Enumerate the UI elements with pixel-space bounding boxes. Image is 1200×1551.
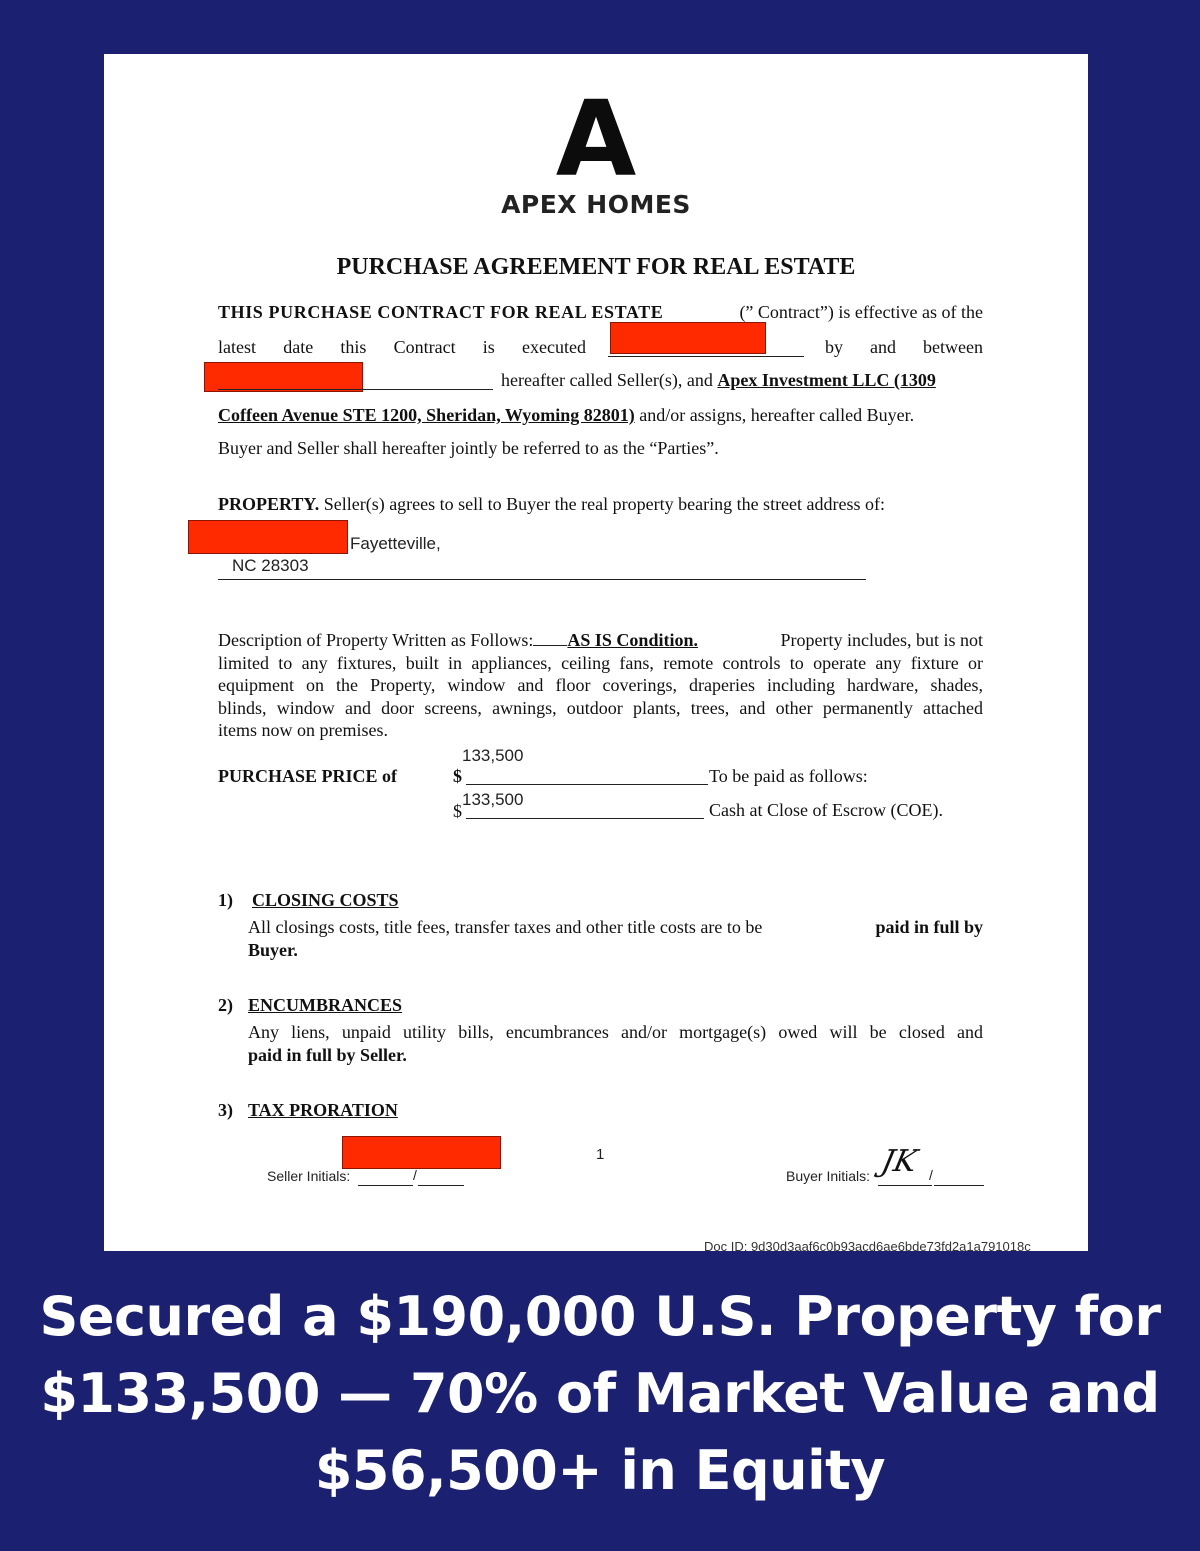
caption-line-2: $133,500 — 70% of Market Value and (40, 1362, 1160, 1425)
property-state-zip: NC 28303 (232, 556, 309, 575)
purchase-price-blank (466, 766, 708, 785)
section-1-number: 1) (218, 890, 233, 910)
seller-initials-blank-2 (418, 1168, 464, 1186)
intro-word: latest (218, 337, 256, 357)
property-line: PROPERTY. Seller(s) agrees to sell to Buyer the real property bearing the street address of: (218, 494, 886, 514)
redaction-seller-initials (342, 1136, 501, 1169)
section-2-line-2: paid in full by Seller. (248, 1045, 407, 1065)
caption-line-1: Secured a $190,000 U.S. Property for (39, 1285, 1161, 1348)
seller-initials-label: Seller Initials: (267, 1168, 351, 1184)
buyer-initials-label: Buyer Initials: (786, 1168, 871, 1184)
as-is-condition: AS IS Condition. (567, 630, 698, 650)
buyer-initials-blank-2 (934, 1168, 984, 1186)
cash-amount-blank (466, 800, 704, 819)
intro-word: this (340, 337, 367, 357)
seller-initials-blank-1 (358, 1168, 413, 1186)
apex-logo-name: APEX HOMES (501, 190, 691, 219)
redaction-street-address (188, 520, 348, 554)
section-2-line-1: Any liens, unpaid utility bills, encumbrances and/or mortgage(s) owed will be closed and (248, 1022, 983, 1042)
intro-word: executed (522, 337, 586, 357)
apex-logo-mark: A (555, 78, 637, 200)
intro-word: by (825, 337, 843, 357)
buyer-address: Coffeen Avenue STE 1200, Sheridan, Wyoming 82801) (218, 405, 635, 425)
intro-word: is (482, 337, 495, 357)
section-1-line-1: All closings costs, title fees, transfer taxes and other title costs are to be paid in full by (248, 917, 983, 937)
description-line-3: equipment on the Property, window and floor coverings, draperies including hardware, shades, (218, 675, 983, 695)
intro-line-3: hereafter called Seller(s), and Apex Investment LLC (1309 (501, 370, 936, 390)
paid-as-follows: To be paid as follows: (709, 766, 868, 786)
buyer-entity: Apex Investment LLC (1309 (717, 370, 936, 390)
intro-line-5: Buyer and Seller shall hereafter jointly be referred to as the “Parties”. (218, 438, 719, 458)
seller-name-blank (218, 369, 493, 390)
description-line-5: items now on premises. (218, 720, 388, 740)
property-label: PROPERTY. (218, 494, 320, 514)
intro-word: between (923, 337, 983, 357)
description-label: Description of Property Written as Follows: (218, 630, 534, 650)
section-3-number: 3) (218, 1100, 233, 1120)
cash-amount: 133,500 (462, 790, 524, 809)
intro-word: Contract (393, 337, 456, 357)
purchase-price-amount: 133,500 (462, 746, 524, 765)
page-number: 1 (596, 1146, 605, 1163)
date-blank (608, 335, 804, 357)
section-1-heading: CLOSING COSTS (252, 890, 399, 910)
intro-line-1-tail: (” Contract”) is effective as of the (739, 302, 983, 322)
buyer-signature: JK (878, 1144, 921, 1179)
description-line-2: limited to any fixtures, built in appliances, ceiling fans, remote controls to operate any fixture or (218, 653, 983, 673)
contract-page (104, 54, 1088, 1251)
intro-line-4: Coffeen Avenue STE 1200, Sheridan, Wyoming 82801) and/or assigns, hereafter called Buyer. (218, 405, 915, 425)
intro-contract-heading: THIS PURCHASE CONTRACT FOR REAL ESTATE (218, 302, 664, 322)
intro-line-2 (218, 335, 983, 359)
section-1-line-2: Buyer. (248, 940, 298, 960)
buyer-initials-slash: / (929, 1167, 933, 1183)
cash-at-close: Cash at Close of Escrow (COE). (709, 800, 943, 820)
intro-line-1 (218, 300, 983, 324)
dollar-sign-2: $ (453, 801, 462, 821)
address-rule (218, 579, 866, 580)
section-3-heading: TAX PRORATION (248, 1100, 398, 1120)
intro-word: and (870, 337, 897, 357)
dollar-sign-1: $ (453, 766, 462, 786)
intro-word: date (283, 337, 314, 357)
purchase-price-label: PURCHASE PRICE of (218, 766, 398, 786)
property-city: Fayetteville, (350, 534, 441, 553)
section-2-heading: ENCUMBRANCES (248, 995, 403, 1015)
description-line-4: blinds, window and door screens, awnings, outdoor plants, trees, and other permanently attached (218, 698, 983, 718)
description-line-1: Description of Property Written as Follows: AS IS Condition. Property includes, but is not (218, 630, 983, 650)
doc-id: Doc ID: 9d30d3aaf6c0b93acd6ae6bde73fd2a1a791018c (704, 1239, 1031, 1251)
section-2-number: 2) (218, 995, 233, 1015)
seller-initials-slash: / (413, 1167, 417, 1183)
document-title: PURCHASE AGREEMENT FOR REAL ESTATE (336, 254, 856, 280)
caption-line-3: $56,500+ in Equity (314, 1439, 886, 1502)
